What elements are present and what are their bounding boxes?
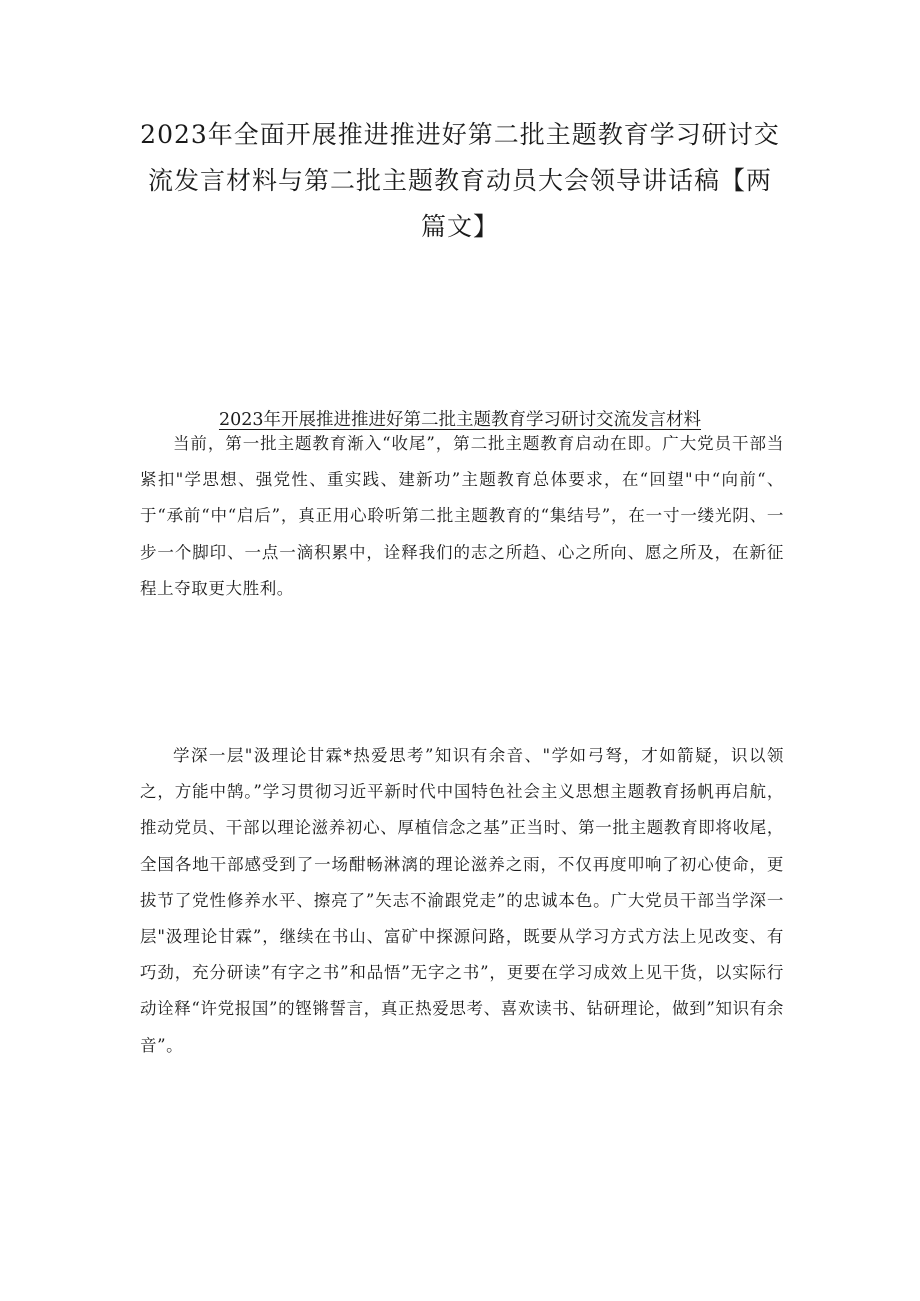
section-title: 2023年开展推进推进好第二批主题教育学习研讨交流发言材料: [218, 410, 702, 430]
document-title: 2023年全面开展推进推进好第二批主题教育学习研讨交流发言材料与第二批主题教育动员大会领导讲话稿【两篇文】: [140, 120, 780, 241]
paragraph-study-deeper: 学深一层"汲理论甘霖*热爱思考”知识有余音、"学如弓弩，才如箭疑，识以领之，方能中鹄。”学习贯彻习近平新时代中国特色社会主义思想主题教育扬帆再启航，推动党员、干部以理论滋养初心、厚植信念之基”正当时、第一批主题教育即将收尾，全国各地干部感受到了一场酣畅淋漓的理论滋养之雨，不仅再度叩响了初心使命，更拔节了党性修养水平、擦亮了”矢志不渝跟党走”的忠诚本色。广大党员干部当学深一层"汲理论甘霖”，继续在书山、富矿中探源问路，既要从学习方式方法上见改变、有巧劲，充分研读”有字之书”和品悟”无字之书”，更要在学习成效上见干货，以实际行动诠释“许党报国”的铿锵誓言，真正热爱思考、喜欢读书、钻研理论，做到”知识有余音”。: [140, 746, 784, 1055]
paragraph-intro: 当前，第一批主题教育渐入“收尾”，第二批主题教育启动在即。广大党员干部当紧扣"学思想、强党性、重实践、建新功”主题教育总体要求，在“回望"中“向前“、于“承前“中“启后”，真正用心聆听第二批主题教育的“集结号”，在一寸一缕光阴、一步一个脚印、一点一滴积累中，诠释我们的志之所趋、心之所向、愿之所及，在新征程上夺取更大胜利。: [140, 434, 784, 598]
